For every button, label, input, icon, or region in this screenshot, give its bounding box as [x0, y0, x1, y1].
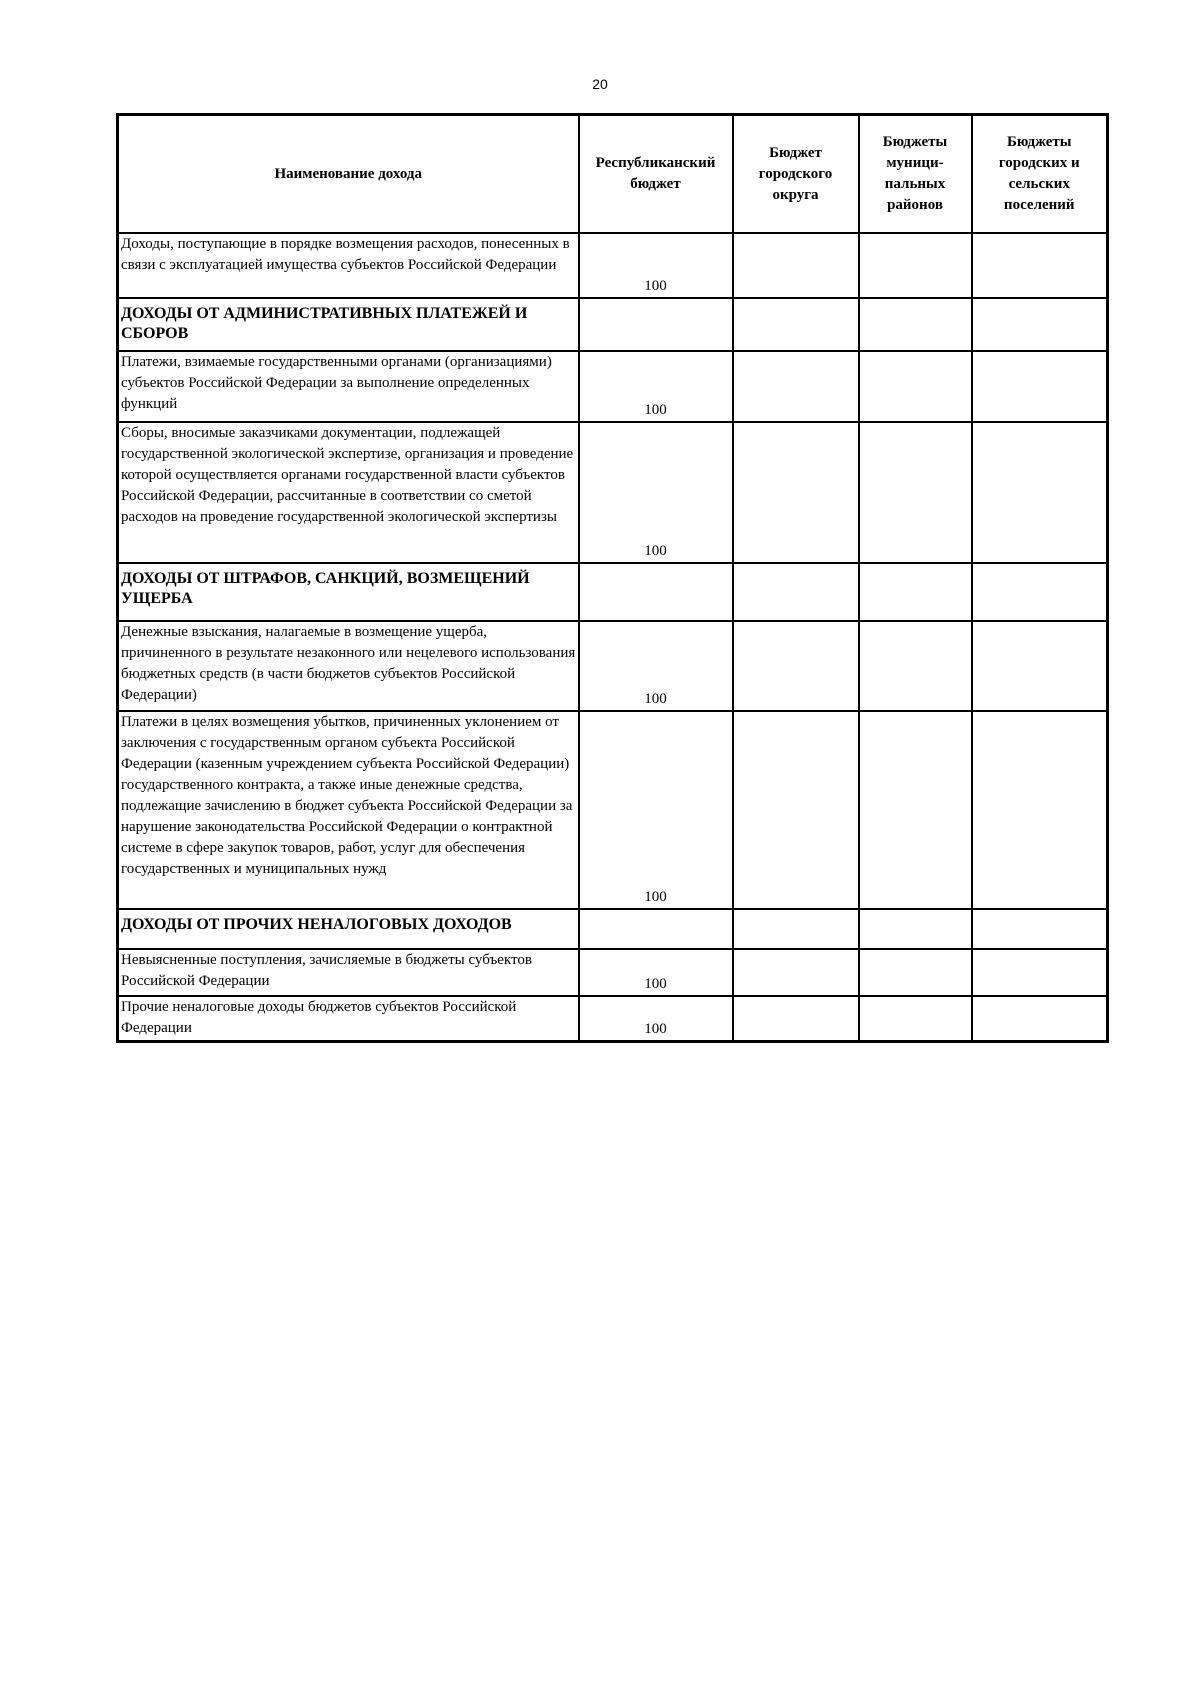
settlements-cell	[972, 909, 1108, 949]
city-district-cell	[733, 422, 859, 563]
city-district-cell	[733, 621, 859, 711]
municipal-districts-cell	[859, 949, 972, 996]
city-district-cell	[733, 298, 859, 351]
municipal-districts-cell	[859, 996, 972, 1042]
city-district-cell	[733, 351, 859, 422]
table-section-row	[118, 909, 1108, 949]
table-row	[118, 621, 1108, 711]
revenue-name-cell: Денежные взыскания, налагаемые в возмещение ущерба, причиненного в результате незаконного или нецелевого использования бюджетных средств (в части бюджетов субъектов Российской Федерации)	[118, 621, 579, 711]
republican-cell	[579, 563, 733, 621]
page-number: 20	[592, 76, 608, 92]
republican-cell: 100	[579, 233, 733, 298]
republican-cell: 100	[579, 351, 733, 422]
republican-cell	[579, 909, 733, 949]
republican-cell: 100	[579, 711, 733, 909]
city-district-cell	[733, 711, 859, 909]
table-row	[118, 711, 1108, 909]
revenue-name-cell: Платежи в целях возмещения убытков, причиненных уклонением от заключения с государственным органом субъекта Российской Федерации (казенным учреждением субъекта Российской Федерации) государственного контракта, а также иные денежные средства, подлежащие зачислению в бюджет субъекта Российской Федерации за нарушение законодательства Российской Федерации о контрактной системе в сфере закупок товаров, работ, услуг для обеспечения государственных и муниципальных нужд	[118, 711, 579, 909]
table-row	[118, 996, 1108, 1042]
header-settlements-budgets: Бюджеты городских и сельских поселений	[972, 115, 1108, 234]
republican-cell: 100	[579, 621, 733, 711]
revenue-distribution-table	[116, 113, 1109, 1043]
republican-cell: 100	[579, 422, 733, 563]
header-republican-budget: Республиканский бюджет	[579, 115, 733, 234]
settlements-cell	[972, 621, 1108, 711]
municipal-districts-cell	[859, 422, 972, 563]
table-row	[118, 422, 1108, 563]
table-row	[118, 351, 1108, 422]
republican-cell	[579, 298, 733, 351]
revenue-name-cell: Доходы, поступающие в порядке возмещения расходов, понесенных в связи с эксплуатацией имущества субъектов Российской Федерации	[118, 233, 579, 298]
revenue-name-cell: Сборы, вносимые заказчиками документации, подлежащей государственной экологической экспертизе, организация и проведение которой осуществляется органами государственной власти субъектов Российской Федерации, рассчитанные в соответствии со сметой расходов на проведение государственной экологической экспертизы	[118, 422, 579, 563]
municipal-districts-cell	[859, 351, 972, 422]
city-district-cell	[733, 233, 859, 298]
settlements-cell	[972, 563, 1108, 621]
settlements-cell	[972, 298, 1108, 351]
table-section-row	[118, 563, 1108, 621]
city-district-cell	[733, 563, 859, 621]
city-district-cell	[733, 909, 859, 949]
settlements-cell	[972, 351, 1108, 422]
city-district-cell	[733, 996, 859, 1042]
municipal-districts-cell	[859, 233, 972, 298]
table-header-row	[118, 115, 1108, 234]
revenue-name-cell: Прочие неналоговые доходы бюджетов субъектов Российской Федерации	[118, 996, 579, 1042]
settlements-cell	[972, 711, 1108, 909]
header-city-district-budget: Бюджет городского округа	[733, 115, 859, 234]
settlements-cell	[972, 949, 1108, 996]
revenue-name-cell: Невыясненные поступления, зачисляемые в бюджеты субъектов Российской Федерации	[118, 949, 579, 996]
settlements-cell	[972, 233, 1108, 298]
municipal-districts-cell	[859, 711, 972, 909]
settlements-cell	[972, 422, 1108, 563]
table-section-row	[118, 298, 1108, 351]
header-revenue-name: Наименование дохода	[118, 115, 579, 234]
table-row	[118, 949, 1108, 996]
section-heading: ДОХОДЫ ОТ ПРОЧИХ НЕНАЛОГОВЫХ ДОХОДОВ	[118, 909, 579, 949]
municipal-districts-cell	[859, 909, 972, 949]
city-district-cell	[733, 949, 859, 996]
table-row	[118, 233, 1108, 298]
settlements-cell	[972, 996, 1108, 1042]
section-heading: ДОХОДЫ ОТ ШТРАФОВ, САНКЦИЙ, ВОЗМЕЩЕНИЙ УЩЕРБА	[118, 563, 579, 621]
revenue-name-cell: Платежи, взимаемые государственными органами (организациями) субъектов Российской Федерации за выполнение определенных функций	[118, 351, 579, 422]
municipal-districts-cell	[859, 563, 972, 621]
municipal-districts-cell	[859, 298, 972, 351]
section-heading: ДОХОДЫ ОТ АДМИНИСТРАТИВНЫХ ПЛАТЕЖЕЙ И СБОРОВ	[118, 298, 579, 351]
republican-cell: 100	[579, 949, 733, 996]
header-municipal-districts-budgets: Бюджеты муници- пальных районов	[859, 115, 972, 234]
republican-cell: 100	[579, 996, 733, 1042]
municipal-districts-cell	[859, 621, 972, 711]
